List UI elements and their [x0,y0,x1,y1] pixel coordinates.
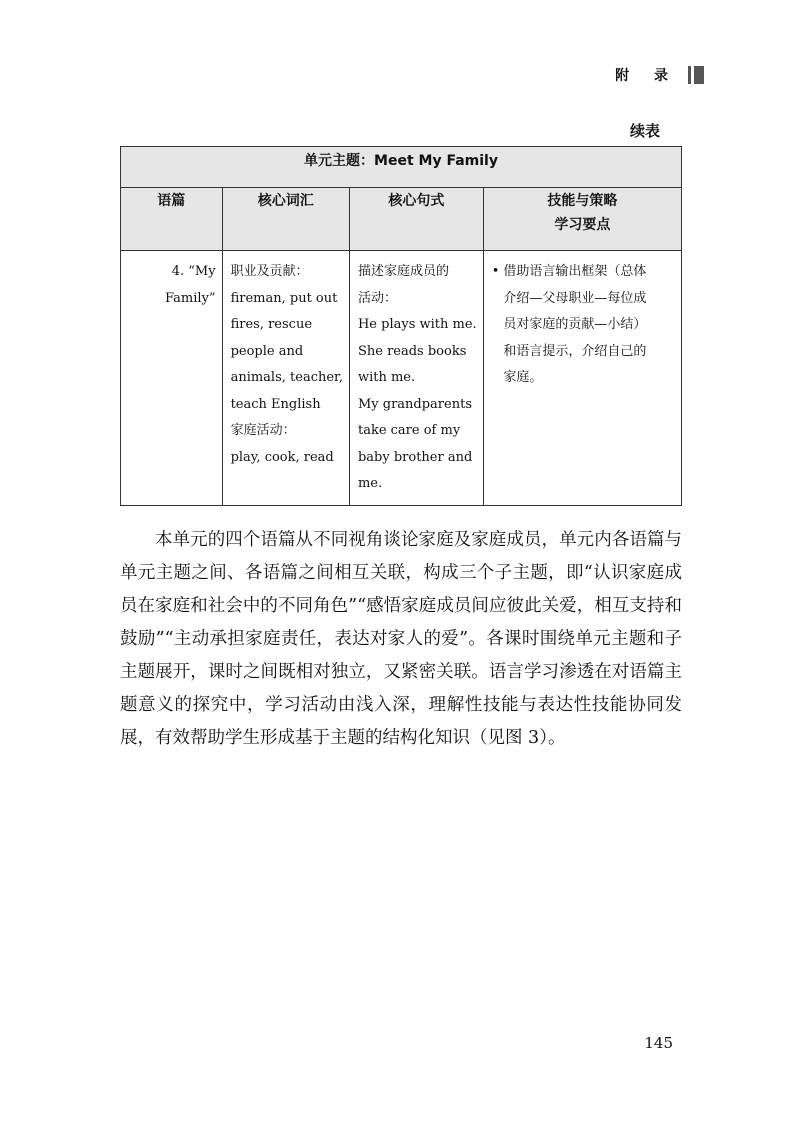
sentence-line: with me. [357,370,416,385]
running-header [615,65,704,85]
sentence-line: baby brother and [357,449,473,465]
cell-sentences [349,251,483,506]
sentence-line: 活动： [357,290,397,306]
passage-line: Family” [165,290,216,306]
vocab-line: fireman, put out [230,290,338,306]
skills-bullet-item [492,259,675,392]
skills-line: 和语言提示，介绍自己的 [503,343,647,359]
vocab-line: 职业及贡献： [230,264,309,279]
skills-line: 家庭。 [503,370,543,385]
body-paragraph: 本单元的四个语篇从不同视角谈论家庭及家庭成员，单元内各语篇与单元主题之间、各语篇之间相互关联，构成三个子主题，即“认识家庭成员在家庭和社会中的不同角色”“感悟家庭成员间应彼此关爱，相互支持和鼓励”“主动承担家庭责任，表达对家人的爱”。各课时围绕单元主题和子主题展开，课时之间既相对独立，又紧密关联。语言学习渗透在对语篇主题意义的探究中，学习活动由浅入深，理解性技能与表达性技能协同发展，有效帮助学生形成基于主题的结构化知识（见图 3）。 [120,530,682,748]
page-number: 145 [644,1034,673,1052]
header-sentences: 核心句式 [349,188,483,251]
sentence-line: He plays with me. [357,317,477,332]
vocab-line: teach English [230,396,321,412]
unit-table [120,146,682,506]
header-skills-text: 技能与策略 学习要点 [547,193,618,233]
cell-vocab [222,251,349,506]
cell-passage [121,251,223,506]
header-bar-mark [688,66,704,84]
bullet-icon: • [491,264,500,279]
sentence-line: take care of my [357,423,461,438]
sentence-line: 描述家庭成员的 [357,264,449,279]
vocab-line: 家庭活动： [230,423,296,438]
skills-line: 员对家庭的贡献—小结） [503,317,647,332]
sentence-line: My grandparents [357,396,472,412]
header-passage: 语篇 [121,188,223,251]
skills-line: 介绍—父母职业—每位成 [503,290,647,306]
passage-line: 4. “My [171,264,216,279]
vocab-line: fires, rescue [230,317,313,332]
sentence-line: me. [357,476,383,491]
header-vocab: 核心词汇 [222,188,349,251]
vocab-line: animals, teacher, [230,370,343,385]
table-continued-label: 续表 [629,122,660,140]
section-title: 附 录 [615,68,678,84]
table-title: 单元主题：Meet My Family [121,147,682,188]
cell-skills [483,251,681,506]
header-skills [483,188,681,251]
vocab-line: play, cook, read [230,449,334,465]
sentence-line: She reads books [357,343,467,359]
skills-line: 借助语言输出框架（总体 [503,264,647,279]
vocab-line: people and [230,343,304,359]
